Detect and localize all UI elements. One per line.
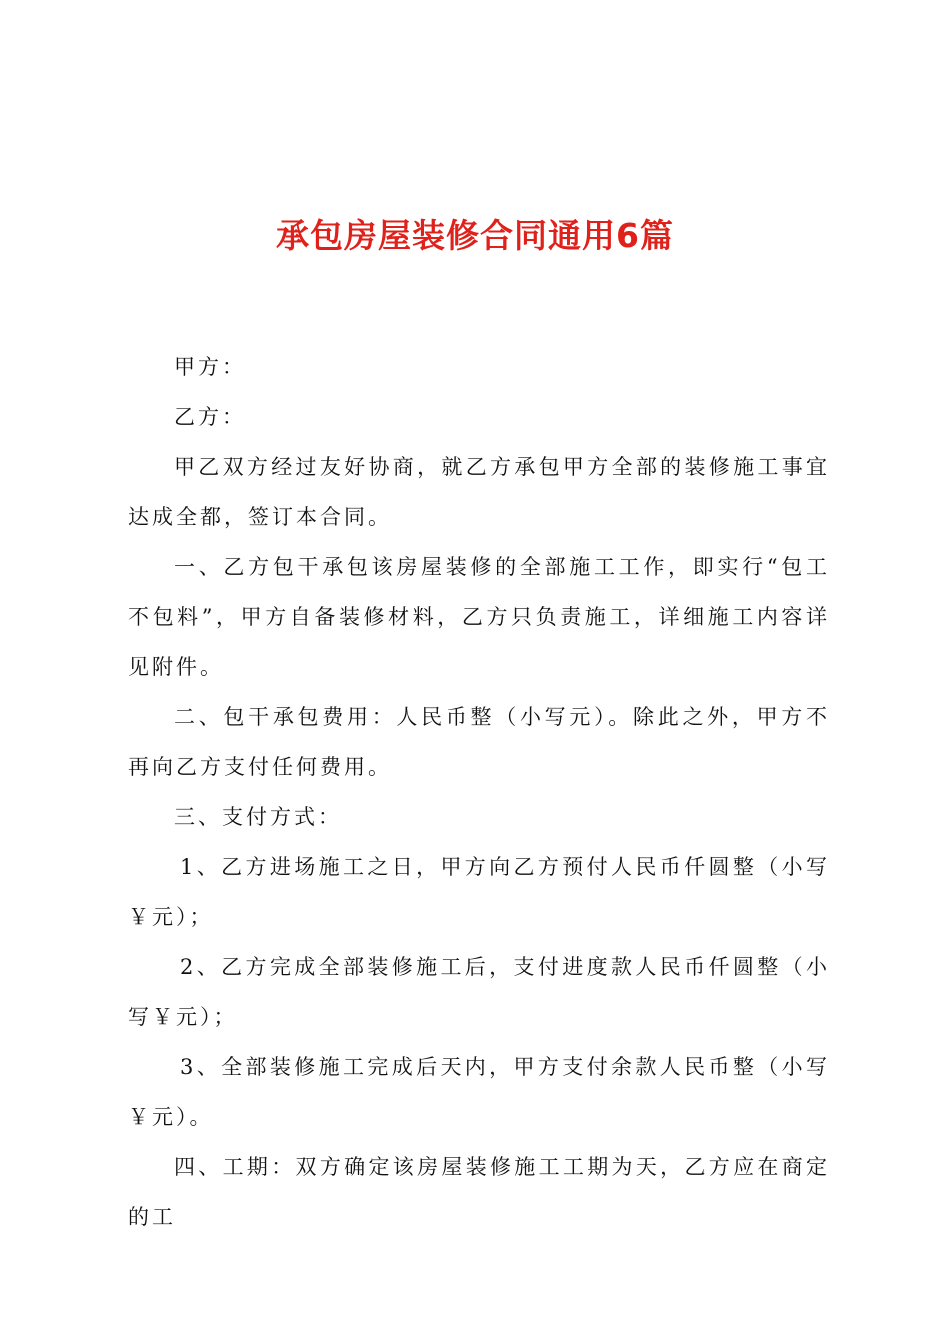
clause-4-paragraph: 四、工期：双方确定该房屋装修施工工期为天，乙方应在商定的工 bbox=[128, 1155, 830, 1229]
payment-item-3: 3、全部装修施工完成后天内，甲方支付余款人民币整（小写￥元）。 bbox=[128, 1055, 830, 1129]
clause-1-paragraph: 一、乙方包干承包该房屋装修的全部施工工作，即实行“包工不包料”，甲方自备装修材料，乙方只负责施工，详细施工内容详见附件。 bbox=[128, 555, 830, 679]
document-title: 承包房屋装修合同通用6篇 bbox=[276, 216, 674, 255]
document-body bbox=[128, 342, 830, 1242]
party-b-line: 乙方： bbox=[174, 405, 246, 429]
payment-item-1: 1、乙方进场施工之日，甲方向乙方预付人民币仟圆整（小写￥元）； bbox=[128, 855, 830, 929]
preamble-paragraph: 甲乙双方经过友好协商，就乙方承包甲方全部的装修施工事宜达成全都，签订本合同。 bbox=[128, 455, 830, 529]
clause-3-heading: 三、支付方式： bbox=[174, 805, 342, 829]
party-a-line: 甲方： bbox=[174, 355, 246, 379]
clause-2-paragraph: 二、包干承包费用：人民币整（小写元）。除此之外，甲方不再向乙方支付任何费用。 bbox=[128, 705, 830, 779]
payment-item-2: 2、乙方完成全部装修施工后，支付进度款人民币仟圆整（小写￥元）； bbox=[128, 955, 830, 1029]
